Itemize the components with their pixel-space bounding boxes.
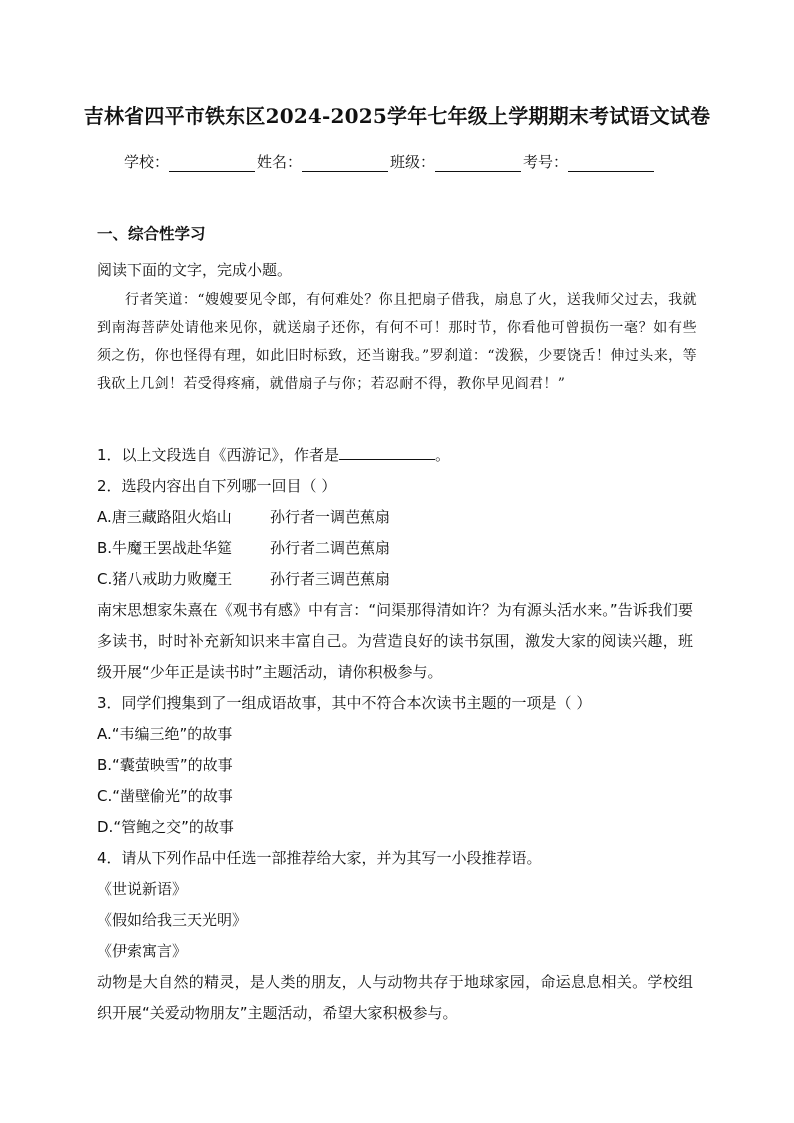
q2-option-a-part2: 孙行者一调芭蕉扇	[270, 508, 391, 526]
question-1	[97, 444, 450, 465]
reading-instruction: 阅读下面的文字，完成小题。	[97, 261, 293, 279]
question-4: 4．请从下列作品中任选一部推荐给大家，并为其写一小段推荐语。	[97, 849, 542, 867]
q2-option-b[interactable]	[97, 537, 232, 558]
class-blank[interactable]	[435, 155, 521, 172]
question-1-suffix: 。	[435, 446, 451, 464]
q2-option-c-part1: C.猪八戒助力败魔王	[97, 570, 233, 588]
reading-activity-intro: 南宋思想家朱熹在《观书有感》中有言：“问渠那得清如许？为有源头活水来。”告诉我们要多读书，时时补充新知识来丰富自己。为营造良好的读书氛围，激发大家的阅读兴趣，班级开展“少年正是读书时”主题活动，请你积极参与。	[97, 601, 693, 681]
q2-option-a[interactable]	[97, 506, 232, 527]
q3-option-c[interactable]: C.“凿壁偷光”的故事	[97, 787, 233, 805]
section-heading: 一、综合性学习	[97, 225, 206, 243]
book-shishuoxinyu: 《世说新语》	[97, 880, 188, 898]
q3-option-a[interactable]: A.“韦编三绝”的故事	[97, 725, 233, 743]
school-label: 学校：	[124, 153, 170, 171]
number-blank[interactable]	[568, 155, 654, 172]
school-blank[interactable]	[169, 155, 255, 172]
xiyouji-passage: 行者笑道：“嫂嫂要见令郎，有何难处？你且把扇子借我，扇息了火，送我师父过去，我就到南海菩萨处请他来见你，就送扇子还你，有何不可！那时节，你看他可曾损伤一毫？如有些须之伤，你也怪得有理，如此旧时标致，还当谢我。”罗刹道：“泼猴，少要饶舌！伸过头来，等我砍上几剑！若受得疼痛，就借扇子与你；若忍耐不得，教你早见阎君！”	[97, 292, 697, 392]
q3-option-b[interactable]: B.“囊萤映雪”的故事	[97, 756, 233, 774]
question-2: 2．选段内容出自下列哪一回目（ ）	[97, 477, 337, 495]
q2-option-b-part1: B.牛魔王罢战赴华筵	[97, 539, 233, 557]
book-santianguangming: 《假如给我三天光明》	[97, 911, 248, 929]
q2-option-c[interactable]	[97, 568, 232, 589]
question-1-text: 1．以上文段选自《西游记》，作者是	[97, 446, 340, 464]
class-label: 班级：	[390, 153, 436, 171]
student-info-fields	[124, 151, 656, 172]
book-yisuoyuyan: 《伊索寓言》	[97, 942, 188, 960]
q2-option-a-part1: A.唐三藏路阻火焰山	[97, 508, 232, 526]
name-blank[interactable]	[302, 155, 388, 172]
exam-title: 吉林省四平市铁东区2024-2025学年七年级上学期期末考试语文试卷	[83, 104, 711, 128]
animal-activity-intro: 动物是大自然的精灵，是人类的朋友，人与动物共存于地球家园，命运息息相关。学校组织开展“关爱动物朋友”主题活动，希望大家积极参与。	[97, 973, 693, 1022]
q3-option-d[interactable]: D.“管鲍之交”的故事	[97, 818, 234, 836]
question-3: 3．同学们搜集到了一组成语故事，其中不符合本次读书主题的一项是（ ）	[97, 694, 592, 712]
name-label: 姓名：	[257, 153, 303, 171]
question-1-answer-blank[interactable]	[339, 445, 435, 460]
number-label: 考号：	[523, 153, 569, 171]
q2-option-b-part2: 孙行者二调芭蕉扇	[270, 539, 391, 557]
q2-option-c-part2: 孙行者三调芭蕉扇	[270, 570, 391, 588]
